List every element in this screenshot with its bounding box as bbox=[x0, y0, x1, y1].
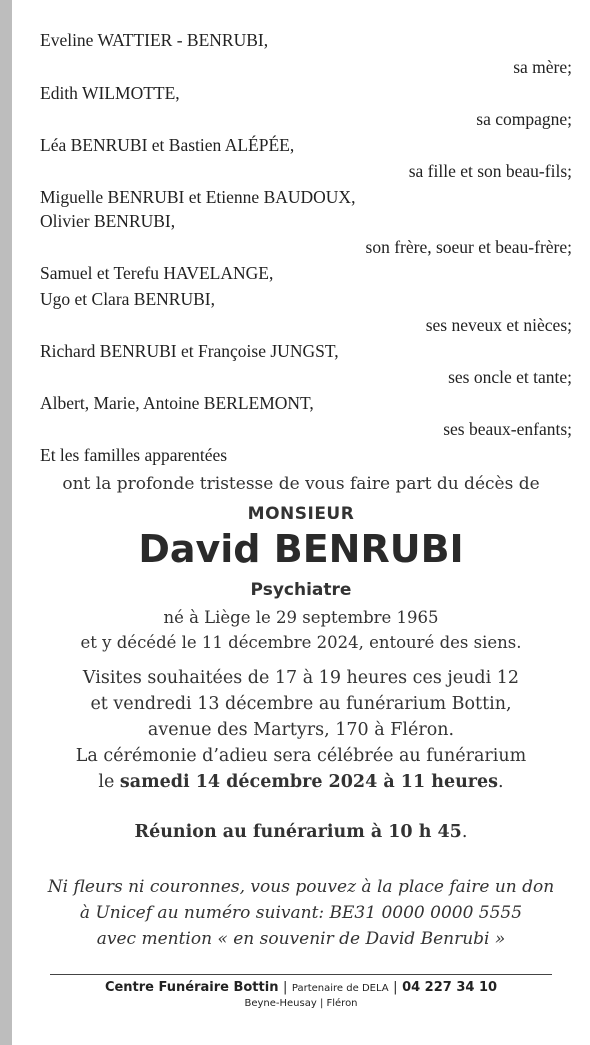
family-name-line: Albert, Marie, Antoine BERLEMONT, bbox=[40, 393, 314, 413]
ceremony-prefix: le bbox=[98, 772, 120, 792]
family-relation: ses oncle et tante; bbox=[448, 367, 572, 387]
footer-phone: 04 227 34 10 bbox=[402, 980, 498, 995]
ceremony-suffix: . bbox=[498, 772, 504, 792]
family-name-line: Samuel et Terefu HAVELANGE, bbox=[40, 263, 274, 283]
family-name-line: Ugo et Clara BENRUBI, bbox=[40, 289, 215, 309]
family-relation: ses beaux-enfants; bbox=[443, 419, 572, 439]
footer-main-line bbox=[12, 980, 590, 995]
announcement-text: ont la profonde tristesse de vous faire part du décès de bbox=[62, 474, 540, 494]
death-line: et y décédé le 11 décembre 2024, entouré des siens. bbox=[80, 633, 522, 652]
obituary-notice bbox=[12, 0, 590, 1045]
meeting-text: Réunion au funérarium à 10 h 45 bbox=[134, 822, 462, 842]
funeral-home-footer bbox=[12, 980, 590, 1009]
visits-line: et vendredi 13 décembre au funérarium Bottin, bbox=[90, 694, 512, 714]
footer-company: Centre Funéraire Bottin bbox=[104, 980, 279, 995]
footer-divider bbox=[50, 974, 552, 975]
flowers-line: Ni fleurs ni couronnes, vous pouvez à la place faire un don bbox=[47, 877, 555, 897]
footer-locations: Beyne-Heusay | Fléron bbox=[244, 998, 358, 1009]
birth-line: né à Liège le 29 septembre 1965 bbox=[163, 608, 439, 627]
ceremony-line bbox=[12, 772, 590, 792]
family-name-line: Edith WILMOTTE, bbox=[40, 83, 180, 103]
family-relation: sa mère; bbox=[513, 57, 572, 77]
meeting-suffix: . bbox=[461, 822, 468, 842]
flowers-line: avec mention « en souvenir de David Benrubi » bbox=[96, 929, 506, 949]
family-relation: ses neveux et nièces; bbox=[425, 315, 572, 335]
visits-line: avenue des Martyrs, 170 à Fléron. bbox=[147, 720, 455, 740]
family-name-line: Miguelle BENRUBI et Etienne BAUDOUX, bbox=[40, 187, 356, 207]
meeting-line bbox=[12, 822, 590, 842]
family-name-line: Léa BENRUBI et Bastien ALÉPÉE, bbox=[40, 135, 295, 155]
family-relation: sa fille et son beau-fils; bbox=[408, 161, 572, 181]
family-name-line: Eveline WATTIER - BENRUBI, bbox=[40, 30, 269, 50]
footer-separator: | bbox=[393, 980, 398, 995]
closing-family: Et les familles apparentées bbox=[40, 445, 228, 465]
family-name-line: Olivier BENRUBI, bbox=[40, 211, 176, 231]
deceased-name: David BENRUBI bbox=[138, 527, 464, 571]
visits-line: Visites souhaitées de 17 à 19 heures ces jeudi 12 bbox=[82, 668, 520, 688]
visits-line: La cérémonie d’adieu sera célébrée au funérarium bbox=[75, 746, 527, 766]
family-relation: sa compagne; bbox=[476, 109, 572, 129]
flowers-line: à Unicef au numéro suivant: BE31 0000 0000 5555 bbox=[79, 903, 523, 923]
ceremony-date: samedi 14 décembre 2024 à 11 heures bbox=[119, 772, 499, 792]
left-margin-bar bbox=[0, 0, 12, 1045]
family-name-line: Richard BENRUBI et Françoise JUNGST, bbox=[40, 341, 339, 361]
deceased-title: MONSIEUR bbox=[247, 504, 355, 524]
deceased-profession: Psychiatre bbox=[250, 580, 352, 600]
footer-separator: | bbox=[282, 980, 288, 995]
footer-partner: Partenaire de DELA bbox=[291, 983, 389, 994]
family-relation: son frère, soeur et beau-frère; bbox=[365, 237, 572, 257]
